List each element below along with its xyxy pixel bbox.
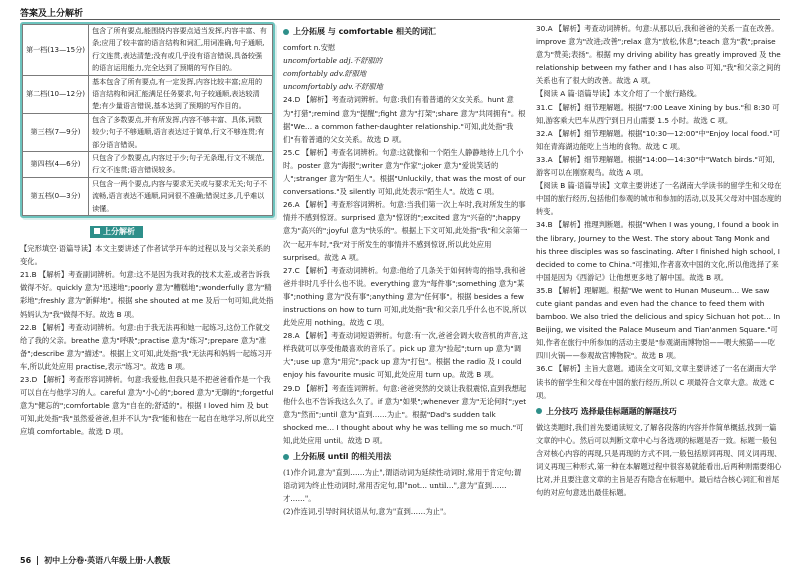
paragraph: 29.D 【解析】考查连词辨析。句意:爸爸突然的交谈让我很震惊,直到我想起他什么也不告诉我这么久了。if 意为"如果";whenever 意为"无论何时";yet 意为"然而";until 意为"直到……为止"。根据"Dad's sudden talk shocked me… I thought about why he was telling me so much."可知,此处应用 until。故选 D 项。 [283, 383, 527, 445]
vocab-item: comfortably adv.舒服地 [283, 69, 367, 79]
expansion-heading: 上分拓展 与 comfortable 相关的词汇 [283, 25, 528, 38]
tip-box [536, 405, 782, 500]
paragraph: 23.D 【解析】考查形容词辨析。句意:我爱他,但我只是不把爸爸看作是一个我可以自在与他学习的人。careful 意为"小心的";bored 意为"无聊的";forgetful 意为"健忘的";comfortable 意为"自在的;舒适的"。根据 I loved him 及 but 可知,此处指"我"虽然爱爸爸,但并不认为"我"能和他在一起自在地学习,所以此空应填 comfortable。故选 D 项。 [20, 375, 274, 437]
paragraph: 28.A 【解析】考查动词短语辨析。句意:有一次,爸爸会调大收音机的声音,这样我就可以享受他最喜欢的音乐了。pick up 意为"捡起";turn up 意为"调大";use up 意为"用完";pack up 意为"打包"。根据 the radio 及 I could enjoy his favourite music 可知,此处应用 turn up。故选 B 项。 [283, 331, 528, 380]
paragraph: 24.D 【解析】考查动词辨析。句意:我们有着普通的父女关系。hunt 意为"打猎";remind 意为"提醒";fight 意为"打架";share 意为"共同拥有"。根据"We… a common father-daughter relationship."可知,此处指"我们"有着普通的父女关系。故选 D 项。 [283, 95, 526, 144]
table-row: 第四档(4—6分) 只包含了少数要点,内容过于少;句子无条理,行文不规范,行文不连贯;语言错误较多。 [23, 152, 273, 178]
page-header-title: 答案及上分解析 [20, 9, 84, 19]
vocab-item: uncomfortable adj.不舒服的 [283, 56, 383, 66]
paragraph: 32.A 【解析】细节理解题。根据"10:30—12:00"中"Enjoy local food."可知在青海湖边能吃上当地的食物。故选 C 项。 [536, 128, 780, 151]
expansion-heading: 上分拓展 until 的相关用法 [283, 450, 528, 463]
paragraph: 22.B 【解析】考查动词辨析。句意:由于我无法再和她一起练习,这份工作就交给了我的父亲。breathe 意为"呼吸";practise 意为"练习";prepare 意为"准备";describe 意为"描述"。根据上文可知,此处指"我"无法再和妈妈一起练习开车,所以此处应用 practise,表示"练习"。故选 B 项。 [20, 322, 272, 371]
paragraph: 【阅读 A 篇·语篇导读】本文介绍了一个旅行路线。 [536, 89, 702, 99]
paragraph: 35.B 【解析】理解题。根据"We went to Hunan Museum… We saw cute giant pandas and even had the chance to feed them with bamboo. We also tried the delicious and spicy Sichuan hot pot… In Beijing, we visited the Palace Museum and Tian'anmen Square."可知,作者在旅行中所参加的活动主要是"参观湖南博物馆——喂大熊猫——吃四川火锅——参观故宫博物院"。故选 B 项。 [536, 285, 781, 361]
tip-text: 做这类题时,我们首先要通读短文,了解各段落的内容并作简单概括,找到一篇文章的中心。然后可以判断文章中心与各选项的标题是否一致。标题一般包含对核心内容的再现,只是再现的方式不同,一般包括原词再现、同义词再现、词义再现三种形式,第一种在本解题过程中很容易就能看出,后两种则需要细心比对,并且要注意文章的主旨是否有隐含在标题中。最后结合核心词汇和首尾句的对应句意选出最佳标题。 [536, 422, 782, 498]
paragraph: 21.B 【解析】考查副词辨析。句意:这不是因为我对我的技术太差,或者告诉我做得不好。quickly 意为"迅速地";poorly 意为"糟糕地";wonderfully 意为"精彩地";freshly 意为"新鲜地"。根据 she shouted at me 及后一句可知,此处指妈妈认为"我"做得不好。故选 B 项。 [20, 270, 274, 319]
scoring-table [20, 22, 275, 218]
book-title: 初中上分卷·英语八年级上册·人教版 [44, 556, 171, 565]
usage-note: (2)作连词,引导时间状语从句,意为"直到……为止"。 [283, 507, 451, 517]
bullet-icon [283, 29, 289, 35]
paragraph: 31.C 【解析】细节理解题。根据"7:00 Leave Xining by bus."和 8:30 可知,游客乘大巴车从西宁到日月山需要 1.5 小时。故选 C 项。 [536, 102, 780, 125]
paragraph: 34.B 【解析】推理判断题。根据"When I was young, I found a book in the library, Journey to the West. The story about Tang Monk and his three disciples was so fascinating. After I finished high school, I decided to come to China."可推知,作者喜欢中国的文化,所以他选择了来中国是因为《西游记》让他想更多地了解中国。故选 B 项。 [536, 220, 780, 282]
paragraph: 27.C 【解析】考查动词辨析。句意:他给了几条关于如何转弯的指导,我和爸爸并非时几乎什么也不说。everything 意为"每件事";something 意为"某事";nothing 意为"没有事";anything 意为"任何事"。根据 besides a few instructions on how to turn 可知,此处指"我"和父亲几乎什么也不说,所以此处应用 nothing。故选 C 项。 [283, 265, 527, 328]
tip-heading: 上分技巧 选择最佳标题题的解题技巧 [536, 405, 782, 418]
table-row: 第三档(7—9分) 包含了多数要点,并有所发挥,内容不够丰富、具体,词数较少;句子不够通顺,语言表达过于简单,行文不够连贯;有部分语言错误。 [23, 113, 273, 151]
usage-note: (1)作介词,意为"直到……为止",谓语动词为延续性动词时,常用于肯定句;谓语动词为终止性动词时,常用否定句,即"not… until…",意为"直到……才……"。 [283, 468, 522, 504]
page-number: 56 [20, 556, 32, 565]
paragraph: 【阅读 B 篇·语篇导读】文章主要讲述了一名湖南大学读书的留学生和父母在中国的旅行经历,包括他们参观的城市和参加的活动,以及其父母对中国态度的转变。 [536, 181, 782, 217]
bullet-icon [536, 408, 542, 414]
paragraph: 25.C 【解析】考查名词辨析。句意:这就像和一个陌生人静静地待上几个小时。poster 意为"海报";writer 意为"作家";joker 意为"爱说笑话的人";stranger 意为"陌生人"。根据"Unluckily, that was the most of our conversations."及 silently 可知,此处表示"陌生人"。故选 C 项。 [283, 147, 526, 197]
page-footer [20, 555, 170, 566]
footer-divider [37, 556, 38, 565]
paragraph: 36.C 【解析】主旨大意题。通读全文可知,文章主要讲述了一名在湖南大学读书的留学生和父母在中国的旅行经历,所以 C 项最符合文章大意。故选 C 项。 [536, 364, 777, 400]
paragraph: 26.A 【解析】考查形容词辨析。句意:当我们第一次上车时,我对所发生的事情并不感到惊讶。surprised 意为"惊讶的";excited 意为"兴奋的";happy 意为"高兴的";joyful 意为"快乐的"。根据上下文可知,此处指"我"和父亲第一次一起开车时,"我"对于所发生的事情并不感到惊讶,所以此处应用 surprised。故选 A 项。 [283, 200, 528, 262]
left-column [20, 22, 275, 439]
table-row: 第五档(0—3分) 只包含一两个要点,内容与要求无关或与要求无关;句子不流畅,语言表达不通顺,同词很不准确;错误过多,几乎难以读懂。 [23, 177, 273, 215]
square-icon [94, 228, 100, 234]
paragraph: 30.A 【解析】考查动词辨析。句意:从那以后,我和爸爸的关系一直在改善。improve 意为"改进;改善";relax 意为"放松,休息";teach 意为"教";praise 意为"赞美;表扬"。根据 my driving ability has greatly improved 及 the relationship between my father and I has also 可知,"我"和父亲之间的关系也有了很大的改善。故选 A 项。 [536, 24, 781, 86]
right-column [536, 22, 782, 499]
vocab-item: uncomfortably adv.不舒服地 [283, 82, 383, 92]
table-row: 第一档(13—15分) 包含了所有要点,能围绕内容要点适当发挥,内容丰富、有条;应用了较丰富的语言结构和词汇,用词准确,句子通顺,行文连贯,表达清楚;没有或几乎没有语言错误,具备较强的语言运用能力,完全达到了预期的写作目的。 [23, 25, 273, 76]
paragraph: 33.A 【解析】细节理解题。根据"14:00—14:30"中"Watch birds."可知,游客可以在刚察观鸟。故选 A 项。 [536, 154, 775, 178]
middle-column [283, 22, 528, 518]
header-divider [20, 19, 780, 20]
section-tag: 上分解析 [90, 226, 143, 238]
bullet-icon [283, 454, 289, 460]
table-row: 第二档(10—12分) 基本包含了所有要点,有一定发挥,内容比较丰富;应用的语言结构和词汇能满足任务要求,句子较通顺,表达较清楚;有少量语言错误,基本达到了预期的写作目的。 [23, 75, 273, 113]
vocab-item: comfort n.安慰 [283, 43, 336, 53]
paragraph: 【完形填空·语篇导读】本文主要讲述了作者试学开车的过程以及与父亲关系的变化。 [20, 244, 271, 267]
